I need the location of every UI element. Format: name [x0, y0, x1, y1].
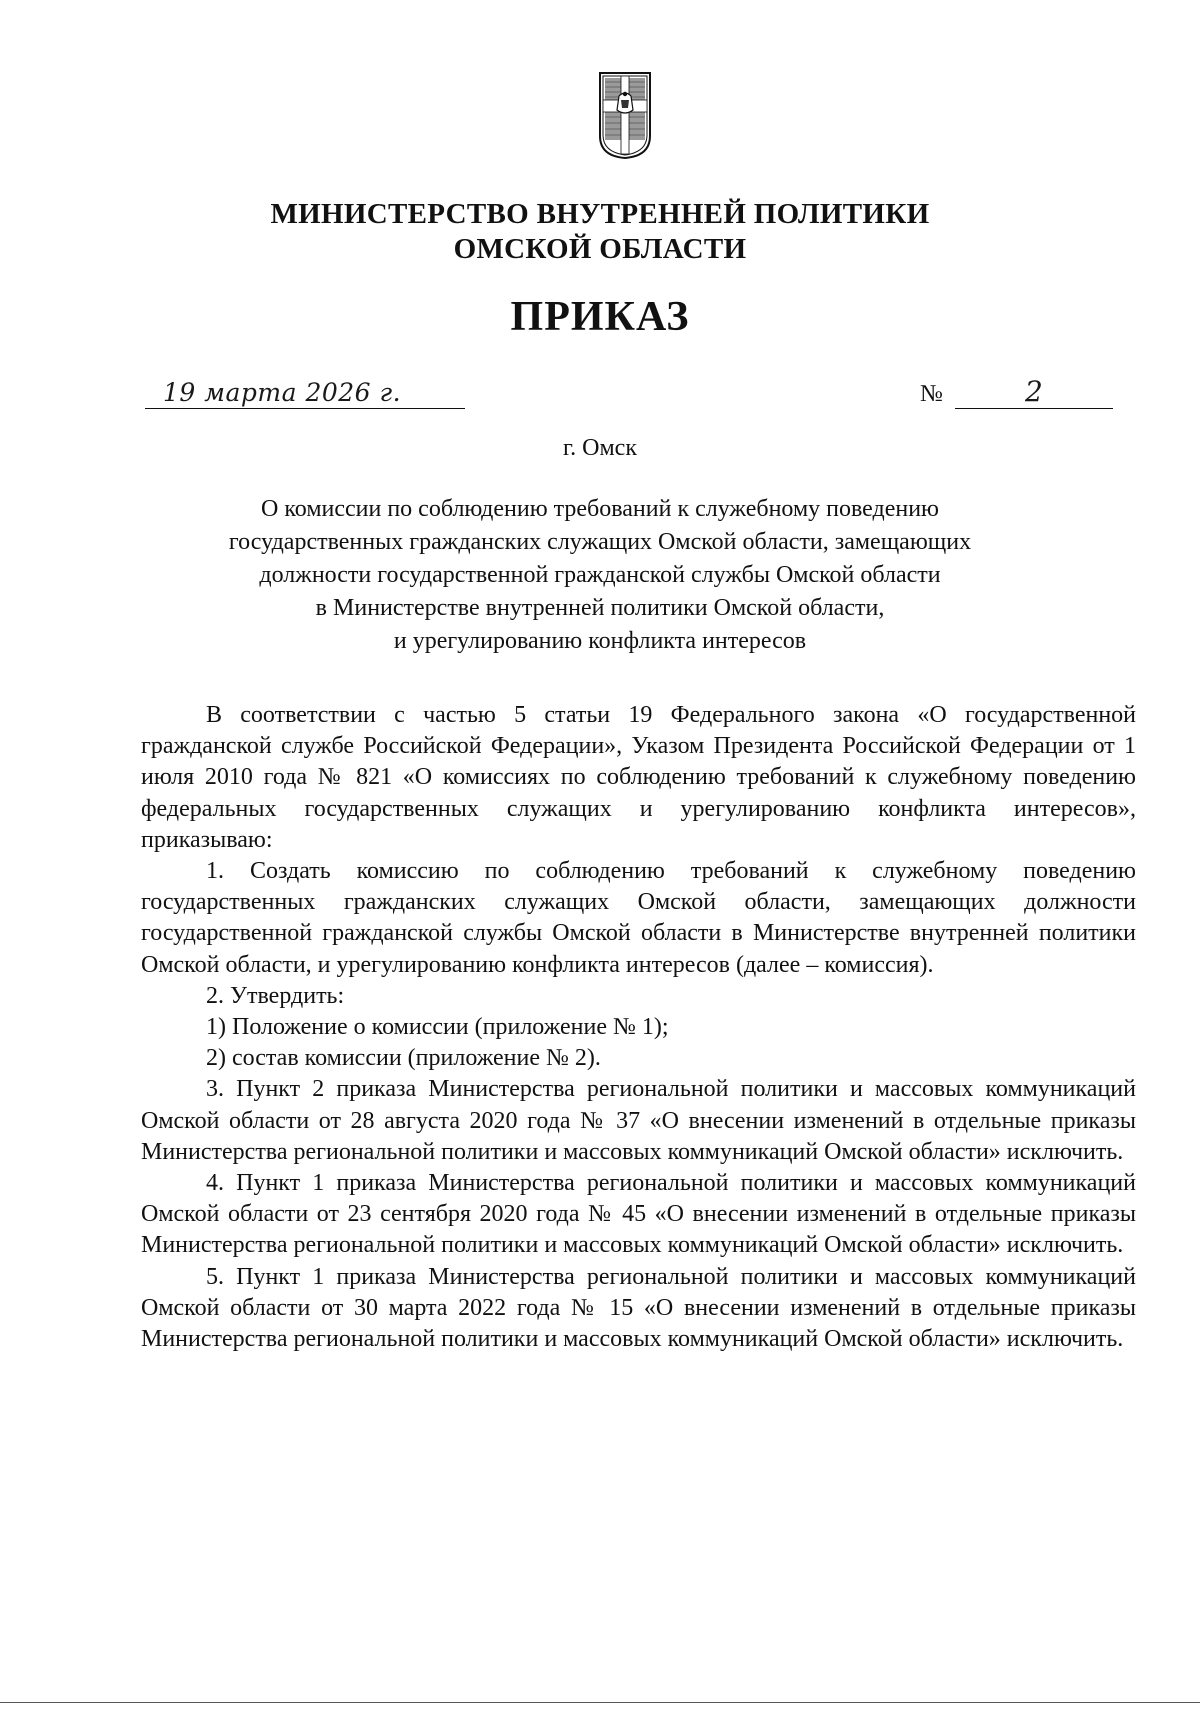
date-field [145, 378, 465, 409]
ministry-name-line-1: МИНИСТЕРСТВО ВНУТРЕННЕЙ ПОЛИТИКИ [270, 198, 930, 230]
title-line: О комиссии по соблюдению требований к служебному поведению [261, 496, 939, 522]
city-line: г. Омск [563, 435, 637, 461]
title-line: в Министерстве внутренней политики Омской области, [315, 595, 885, 621]
page-bottom-rule [0, 1702, 1200, 1703]
item-4-paragraph: 4. Пункт 1 приказа Министерства региональной политики и массовых коммуникаций Омской области от 23 сентября 2020 года № 45 «О внесении изменений в отдельные приказы Министерства региональной политики и массовых коммуникаций Омской области» исключить. [141, 1170, 1136, 1259]
handwritten-number: 2 [1025, 375, 1043, 408]
item-1-paragraph: 1. Создать комиссию по соблюдению требований к служебному поведению государственных гражданских служащих Омской области, замещающих должности государственной гражданской службы Омской области в Министерстве внутренней политики Омской области, и урегулированию конфликта интересов (далее – комиссия). [141, 858, 1136, 978]
coat-of-arms-emblem [597, 70, 653, 160]
title-line: государственных гражданских служащих Омской области, замещающих [228, 529, 972, 555]
ministry-name-line-2: ОМСКОЙ ОБЛАСТИ [453, 233, 747, 265]
item-2-paragraph: 2. Утвердить: [206, 982, 345, 1009]
handwritten-date: 19 марта 2026 г. [163, 378, 402, 407]
number-field [955, 375, 1113, 409]
order-subject-title [150, 493, 1050, 658]
number-label: № [920, 381, 943, 407]
document-type-title: ПРИКАЗ [510, 294, 690, 340]
order-body [141, 700, 1136, 1355]
item-2-subitem-2: 2) состав комиссии (приложение № 2). [206, 1045, 601, 1072]
title-line: и урегулированию конфликта интересов [393, 628, 807, 654]
item-2-subitem-1: 1) Положение о комиссии (приложение № 1); [206, 1014, 669, 1041]
item-3-paragraph: 3. Пункт 2 приказа Министерства региональной политики и массовых коммуникаций Омской области от 28 августа 2020 года № 37 «О внесении изменений в отдельные приказы Министерства региональной политики и массовых коммуникаций Омской области» исключить. [141, 1076, 1136, 1165]
title-line: должности государственной гражданской службы Омской области [259, 562, 941, 588]
item-5-paragraph: 5. Пункт 1 приказа Министерства региональной политики и массовых коммуникаций Омской области от 30 марта 2022 года № 15 «О внесении изменений в отдельные приказы Министерства региональной политики и массовых коммуникаций Омской области» исключить. [141, 1263, 1136, 1353]
preamble-paragraph: В соответствии с частью 5 статьи 19 Федерального закона «О государственной гражданской службе Российской Федерации», Указом Президента Российской Федерации от 1 июля 2010 года № 821 «О комиссиях по соблюдению требований к служебному поведению федеральных государственных служащих и урегулированию конфликта интересов», приказываю: [141, 702, 1136, 853]
